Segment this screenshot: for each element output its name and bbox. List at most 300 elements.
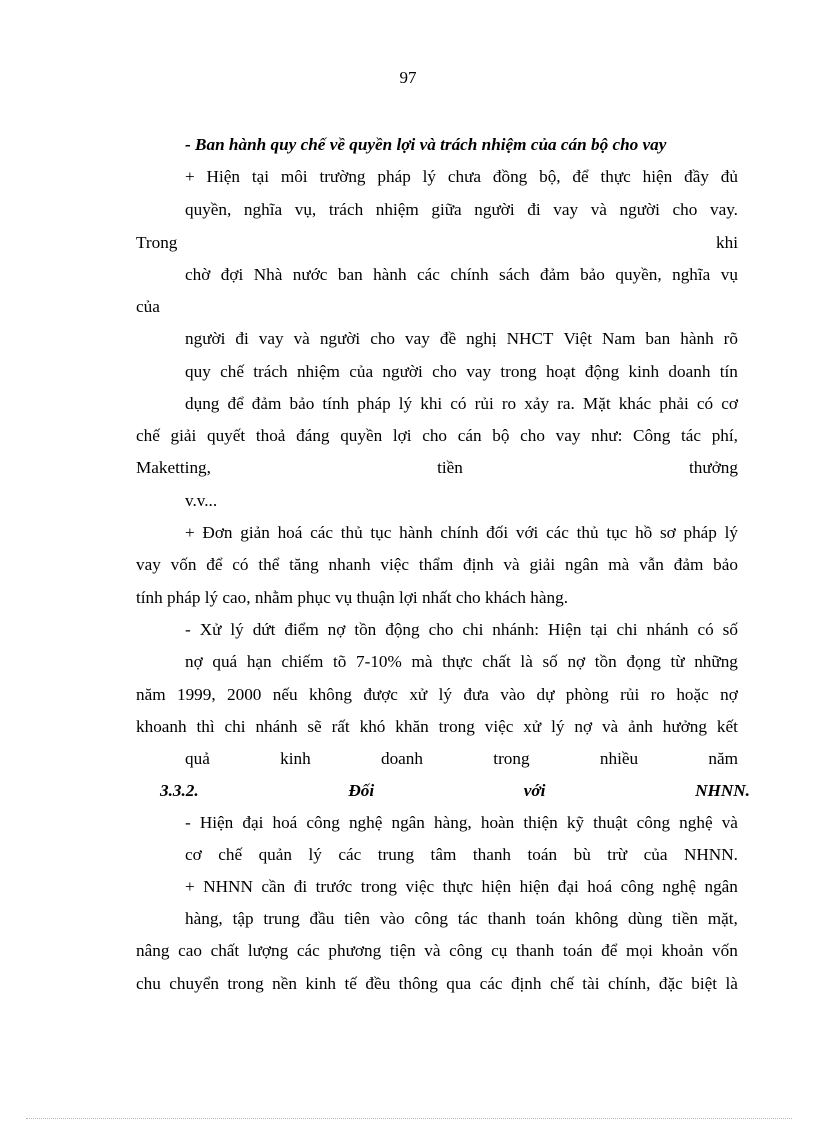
word: kinh — [628, 362, 660, 381]
word: toán — [535, 909, 566, 928]
word: thanh — [472, 845, 512, 864]
word: hiện — [519, 877, 550, 896]
word: nghệ — [679, 813, 713, 832]
word: đại — [242, 813, 264, 832]
word: đáng — [296, 426, 330, 445]
word: công — [306, 813, 340, 832]
word: trường — [319, 167, 366, 186]
word: thể — [258, 555, 280, 574]
word: để — [227, 394, 244, 413]
word: cơ — [185, 845, 202, 864]
word: và — [503, 555, 520, 574]
word: xử — [523, 717, 542, 736]
word: NHNN — [203, 877, 253, 896]
text-line — [185, 813, 738, 833]
word: chính, — [607, 974, 651, 993]
word: nợ — [185, 652, 203, 671]
word: thoả — [255, 426, 286, 445]
word: đọng — [626, 652, 661, 671]
word: trách — [253, 362, 288, 381]
word: doanh — [380, 749, 423, 768]
text-line — [185, 394, 738, 414]
word: quả — [185, 749, 210, 768]
word: nhánh — [255, 717, 298, 736]
text-line: - Ban hành quy chế về quyền lợi và trách nhiệm của cán bộ cho vay — [185, 135, 667, 154]
word: công — [414, 909, 448, 928]
word: nợ — [567, 652, 586, 671]
word: trong — [360, 877, 397, 896]
word: tiện — [389, 941, 416, 960]
word: vay — [136, 555, 161, 574]
word: hoá — [277, 523, 303, 542]
word: nâng — [136, 941, 170, 960]
word: phí, — [711, 426, 738, 445]
word: điểm — [284, 620, 319, 639]
word: không — [308, 685, 352, 704]
word: số — [542, 652, 558, 671]
word: vay — [405, 329, 430, 348]
word: trung — [263, 909, 300, 928]
word: đối — [486, 523, 509, 542]
word: hàng, — [434, 813, 472, 832]
text-line — [136, 974, 738, 994]
word: tế — [344, 974, 357, 993]
word: chính — [440, 523, 479, 542]
word: đề — [439, 329, 457, 348]
word: rủi — [474, 394, 494, 413]
word: nợ — [327, 620, 346, 639]
word: phương — [328, 941, 382, 960]
word: động — [584, 362, 620, 381]
word: mà — [608, 555, 630, 574]
word: Hiện — [548, 620, 582, 639]
word: chế — [136, 426, 160, 445]
word: số — [722, 620, 738, 639]
word: trong — [493, 749, 530, 768]
word: qua — [446, 974, 472, 993]
word: tại — [251, 167, 269, 186]
word: giải — [529, 555, 556, 574]
word: vay — [553, 200, 579, 219]
word: nhanh — [328, 555, 371, 574]
word: khoanh — [136, 717, 187, 736]
word: Hiện — [206, 167, 240, 186]
word: ra. — [557, 394, 575, 413]
word: chất — [210, 941, 240, 960]
word: 1999, — [176, 685, 216, 704]
text-line — [136, 685, 738, 705]
word: vào — [500, 685, 526, 704]
word: NHNN. — [683, 845, 738, 864]
word: chưa — [447, 167, 482, 186]
word: ngân — [565, 555, 599, 574]
word: quá — [212, 652, 238, 671]
word: việc — [484, 717, 514, 736]
word: để — [572, 167, 589, 186]
word: có — [450, 394, 467, 413]
word: bảo — [713, 555, 738, 574]
word: + — [185, 167, 195, 186]
word: pháp — [377, 167, 411, 186]
word: với — [515, 523, 539, 542]
word: Đối — [348, 781, 375, 800]
word: công — [636, 813, 671, 832]
word: việc — [405, 877, 435, 896]
word: tồn — [354, 620, 377, 639]
word: khăn — [395, 717, 429, 736]
word: tác — [457, 909, 478, 928]
word: đưa — [463, 685, 489, 704]
word: + — [185, 877, 195, 896]
word: hoạt — [545, 362, 576, 381]
text-line — [136, 233, 738, 253]
word: và — [293, 329, 310, 348]
footer-divider — [26, 1118, 792, 1119]
word: chính — [450, 265, 489, 284]
word: nghệ — [348, 813, 383, 832]
word: khi — [420, 394, 443, 413]
word: của — [349, 362, 374, 381]
word: trung — [377, 845, 415, 864]
word: vụ, — [294, 200, 317, 219]
word: Trong — [136, 233, 178, 252]
word: năm — [708, 749, 738, 768]
word: thanh — [487, 909, 526, 928]
text-line — [185, 909, 738, 929]
word: chờ — [185, 265, 211, 284]
word: năm — [136, 685, 166, 704]
word: khi — [716, 233, 738, 252]
text-line: của — [136, 297, 160, 316]
word: quản — [258, 845, 292, 864]
word: là — [725, 974, 738, 993]
word: giải — [170, 426, 197, 445]
word: các — [296, 941, 320, 960]
word: nhiều — [599, 749, 639, 768]
word: để — [206, 555, 223, 574]
text-line — [160, 781, 750, 801]
word: 2000 — [227, 685, 262, 704]
word: các — [417, 265, 440, 284]
word: bảo — [580, 265, 605, 284]
word: và — [590, 200, 607, 219]
word: chu — [136, 974, 161, 993]
word: người — [319, 329, 361, 348]
word: công — [449, 941, 483, 960]
word: tõ — [332, 652, 347, 671]
word: NHCT — [506, 329, 554, 348]
word: thực — [600, 167, 631, 186]
word: nếu — [272, 685, 298, 704]
word: ngân — [704, 877, 738, 896]
word: kinh — [305, 974, 337, 993]
word: khác — [618, 394, 652, 413]
word: hồ — [635, 523, 653, 542]
word: Hiện — [199, 813, 234, 832]
word: doanh — [668, 362, 711, 381]
word: nền — [272, 974, 297, 993]
text-line — [185, 265, 738, 285]
word: ro — [501, 394, 517, 413]
word: bộ — [492, 426, 510, 445]
word: của — [643, 845, 668, 864]
word: đợi — [220, 265, 244, 284]
word: chế — [549, 974, 574, 993]
word: vốn — [170, 555, 197, 574]
word: đặc — [658, 974, 683, 993]
word: nước — [292, 265, 328, 284]
word: để — [601, 941, 618, 960]
word: đi — [293, 877, 308, 896]
word: tăng — [289, 555, 319, 574]
word: vốn — [712, 941, 738, 960]
word: giữa — [431, 200, 462, 219]
word: xử — [409, 685, 428, 704]
word: hoá — [587, 877, 613, 896]
text-line — [185, 877, 738, 897]
word: hiện — [642, 167, 673, 186]
word: quyền, — [615, 265, 662, 284]
word: 7-10% — [356, 652, 402, 671]
word: tiền — [672, 909, 698, 928]
word: Việt — [563, 329, 592, 348]
word: tục — [606, 523, 628, 542]
word: vay — [258, 329, 284, 348]
word: lý — [308, 845, 322, 864]
word: khoản — [661, 941, 704, 960]
word: tục — [370, 523, 392, 542]
word: nợ — [720, 685, 738, 704]
page-number: 97 — [399, 68, 417, 87]
word: cho — [428, 620, 454, 639]
word: lý — [438, 685, 452, 704]
word: công — [620, 877, 655, 896]
word: kết — [716, 717, 738, 736]
word: người — [382, 362, 423, 381]
word: quyết — [206, 426, 246, 445]
text-line — [136, 717, 738, 737]
word: tài — [582, 974, 600, 993]
word: trước — [315, 877, 353, 896]
word: Đơn — [202, 523, 233, 542]
text-line — [136, 426, 738, 446]
word: định — [510, 974, 542, 993]
word: vay — [555, 426, 581, 445]
word: tín — [719, 362, 738, 381]
word: đi — [527, 200, 541, 219]
word: như: — [591, 426, 623, 445]
word: chế — [218, 845, 243, 864]
word: chuyển — [169, 974, 219, 993]
word: vay. — [709, 200, 738, 219]
word: dứt — [252, 620, 276, 639]
word: có — [232, 555, 249, 574]
word: đủ — [720, 167, 738, 186]
word: tiên — [344, 909, 370, 928]
word: lý — [398, 394, 413, 413]
word: thẩm — [418, 555, 454, 574]
word: lý — [230, 620, 244, 639]
word: dụng — [185, 394, 220, 413]
word: cần — [261, 877, 286, 896]
word: hành — [680, 329, 714, 348]
word: không — [575, 909, 619, 928]
word: ngân — [391, 813, 425, 832]
word: ban — [645, 329, 671, 348]
text-line — [136, 941, 738, 961]
word: cho — [520, 426, 545, 445]
text-line — [185, 200, 738, 220]
word: đảm — [251, 394, 282, 413]
text-line — [185, 652, 738, 672]
word: đảm — [540, 265, 570, 284]
word: trong — [438, 717, 475, 736]
word: các — [479, 974, 503, 993]
word: tại — [590, 620, 608, 639]
word: - — [185, 620, 191, 639]
word: hành — [399, 523, 433, 542]
word: chi — [224, 717, 246, 736]
word: Maketting, — [136, 458, 211, 477]
word: quyền — [340, 426, 383, 445]
word: toán — [562, 941, 593, 960]
word: dùng — [627, 909, 663, 928]
word: đầu — [309, 909, 335, 928]
word: vẫn — [639, 555, 664, 574]
word: trong — [500, 362, 537, 381]
word: những — [694, 652, 738, 671]
word: phòng — [565, 685, 609, 704]
word: thủ — [576, 523, 599, 542]
word: thanh — [516, 941, 555, 960]
text-line — [136, 458, 738, 478]
word: - — [185, 813, 191, 832]
text-line — [185, 845, 738, 865]
word: các — [310, 523, 333, 542]
word: nghĩa — [672, 265, 711, 284]
word: Mặt — [582, 394, 611, 413]
word: rủi — [620, 685, 640, 704]
word: tập — [232, 909, 254, 928]
word: và — [424, 941, 441, 960]
word: hàng, — [185, 909, 223, 928]
word: quy — [185, 362, 211, 381]
text-line — [185, 620, 738, 640]
word: rõ — [723, 329, 738, 348]
word: nghị — [466, 329, 497, 348]
word: người — [185, 329, 226, 348]
word: định — [463, 555, 494, 574]
word: toán — [527, 845, 558, 864]
word: thông — [398, 974, 438, 993]
text-line — [185, 362, 738, 382]
word: hưởng — [662, 717, 707, 736]
text-line: v.v... — [185, 491, 218, 510]
word: hạn — [246, 652, 272, 671]
word: khó — [359, 717, 386, 736]
word: Công — [633, 426, 671, 445]
word: nhánh: — [492, 620, 540, 639]
word: tác — [680, 426, 702, 445]
word: hoá — [272, 813, 298, 832]
word: cao — [178, 941, 202, 960]
word: quyền, — [185, 200, 232, 219]
word: nhánh — [646, 620, 689, 639]
word: trừ — [607, 845, 628, 864]
word: môi — [280, 167, 308, 186]
word: cán — [457, 426, 482, 445]
word: mặt, — [707, 909, 738, 928]
text-line — [185, 167, 738, 187]
word: từ — [670, 652, 685, 671]
word: pháp — [357, 394, 391, 413]
word: chiếm — [281, 652, 324, 671]
word: hoàn — [480, 813, 515, 832]
word: lợi — [392, 426, 412, 445]
word: pháp — [683, 523, 717, 542]
word: sách — [499, 265, 530, 284]
word: chất — [482, 652, 511, 671]
word: cho — [672, 200, 698, 219]
word: lý — [551, 717, 565, 736]
word: ban — [337, 265, 363, 284]
text-line: tính pháp lý cao, nhằm phục vụ thuận lợi nhất cho khách hàng. — [136, 588, 568, 607]
word: ro — [650, 685, 665, 704]
word: 3.3.2. — [160, 781, 199, 800]
word: bảo — [289, 394, 315, 413]
word: dự — [536, 685, 555, 704]
word: thực — [442, 877, 473, 896]
word: động — [385, 620, 420, 639]
word: bù — [573, 845, 591, 864]
word: nhiệm — [296, 362, 340, 381]
word: tâm — [430, 845, 457, 864]
word: Nhà — [253, 265, 283, 284]
word: đi — [235, 329, 249, 348]
word: vụ — [720, 265, 738, 284]
word: tiền — [437, 458, 463, 477]
word: lý — [422, 167, 437, 186]
word: chi — [462, 620, 484, 639]
word: nợ — [574, 717, 593, 736]
word: đồng — [492, 167, 528, 186]
word: mà — [411, 652, 433, 671]
word: Nam — [602, 329, 636, 348]
word: nghĩa — [243, 200, 283, 219]
word: chế — [220, 362, 244, 381]
word: Xử — [199, 620, 222, 639]
word: nghệ — [662, 877, 696, 896]
word: tính — [322, 394, 350, 413]
word: rất — [331, 717, 350, 736]
word: hiện — [481, 877, 512, 896]
word: người — [474, 200, 515, 219]
word: nhiệm — [375, 200, 419, 219]
word: cho — [422, 426, 448, 445]
word: tồn — [594, 652, 617, 671]
word: đều — [365, 974, 391, 993]
text-line — [185, 523, 738, 543]
word: cho — [370, 329, 396, 348]
word: việc — [380, 555, 410, 574]
word: người — [619, 200, 660, 219]
word: cụ — [491, 941, 508, 960]
word: chi — [616, 620, 638, 639]
word: hoặc — [676, 685, 709, 704]
text-line — [185, 749, 738, 769]
word: thủ — [340, 523, 363, 542]
word: vay — [466, 362, 492, 381]
